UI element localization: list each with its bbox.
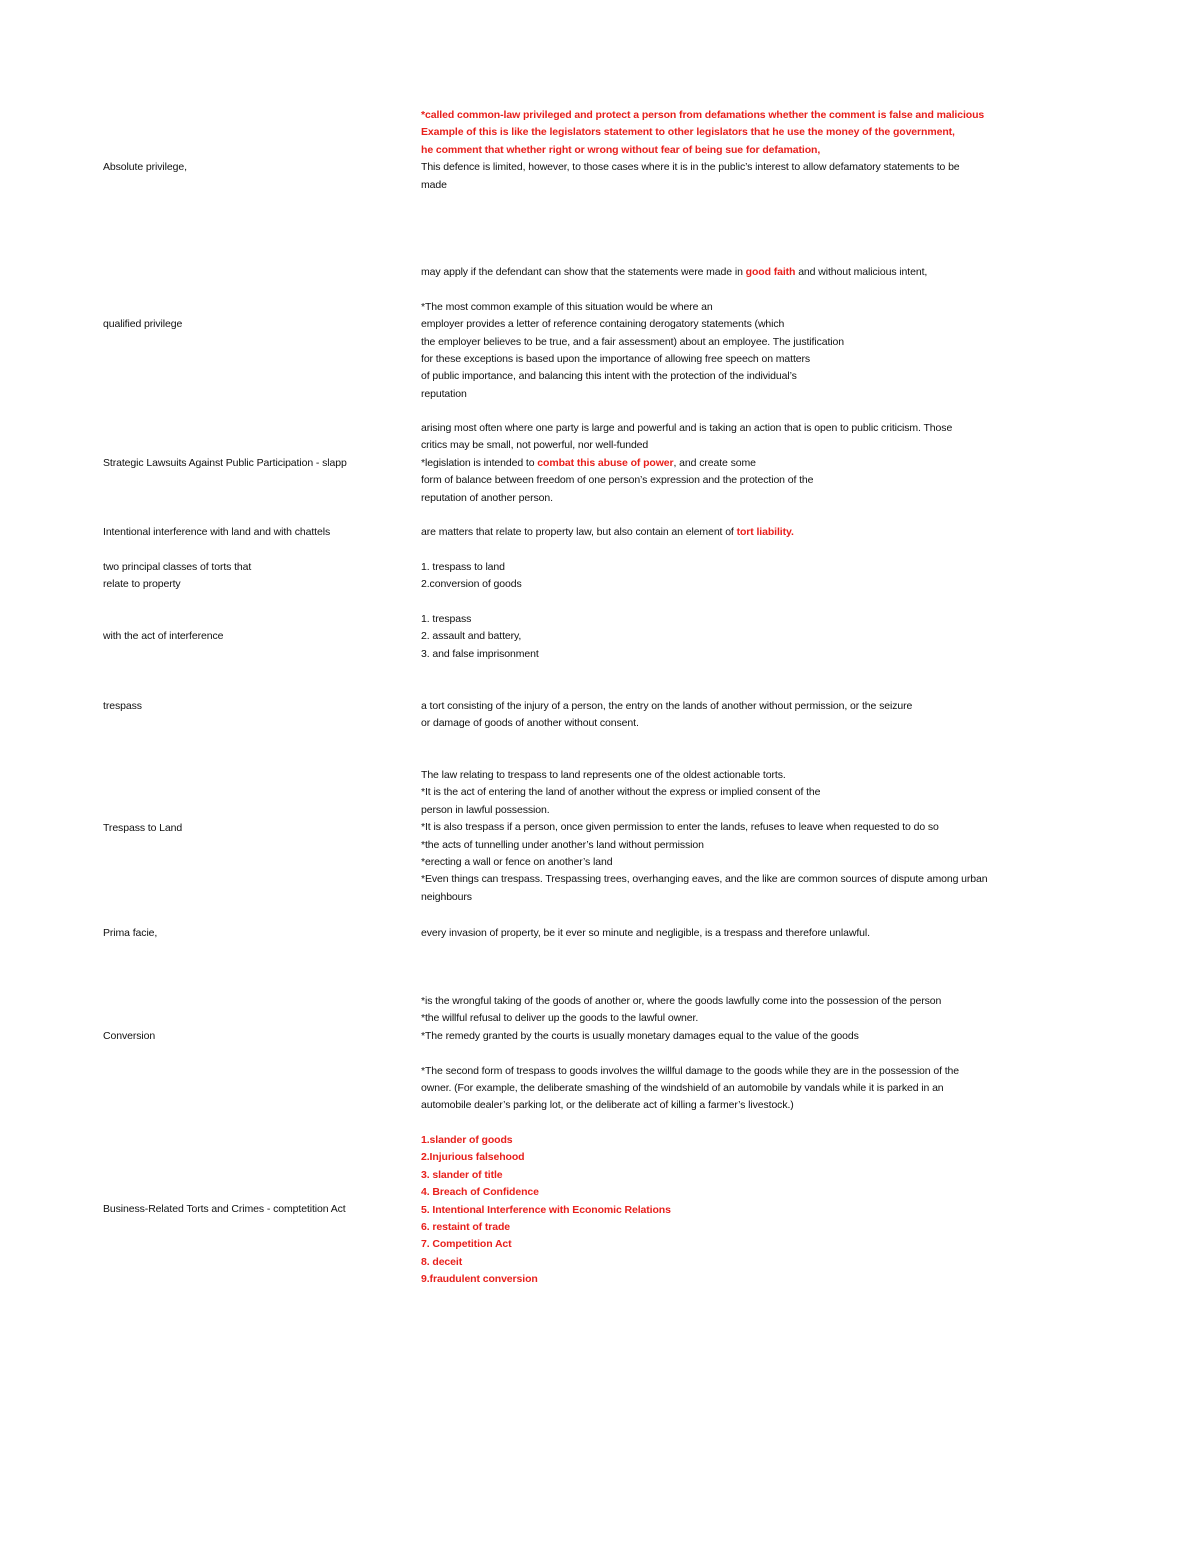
definition-prima-facie (421, 925, 1101, 942)
definition-line: every invasion of property, be it ever so minute and negligible, is a trespass and therefore unlawful. (421, 927, 870, 939)
list-item: 6. restaint of trade (421, 1221, 511, 1234)
definition-line: the employer believes to be true, and a fair assessment) about an employee. The justification (421, 335, 845, 348)
definition-line: or damage of goods of another without consent. (421, 717, 639, 730)
term-business-related-torts: Business-Related Torts and Crimes - comptetition Act (103, 1203, 346, 1215)
definition-line: The law relating to trespass to land represents one of the oldest actionable torts. (421, 769, 786, 781)
definition-line: reputation of another person. (421, 491, 553, 504)
list-item: 1. trespass to land (421, 561, 505, 573)
definition-line: *called common-law privileged and protect a person from defamations whether the comment is false and malicious (421, 109, 985, 121)
definition-line: form of balance between freedom of one person’s expression and the protection of the (421, 474, 814, 487)
definition-line: may apply if the defendant can show that the statements were made in good faith and without malicious intent, (421, 266, 928, 278)
term-two-principal-classes: two principal classes of torts that relate to property (103, 561, 252, 591)
definition-line: for these exceptions is based upon the importance of allowing free speech on matters (421, 353, 811, 366)
term-slapp: Strategic Lawsuits Against Public Participation - slapp (103, 457, 347, 469)
definition-line: critics may be small, not powerful, nor well-funded (421, 439, 649, 452)
list-item: 8. deceit (421, 1255, 463, 1268)
definition-line: *It is the act of entering the land of another without the express or implied consent of the (421, 786, 821, 799)
list-item: 9.fraudulent conversion (421, 1273, 538, 1286)
list-item: 2. assault and battery, (421, 630, 522, 643)
definition-qualified-privilege (421, 264, 1101, 403)
definition-act-of-interference (421, 611, 1101, 663)
definition-absolute-privilege (421, 107, 1101, 194)
term-absolute-privilege: Absolute privilege, (103, 161, 187, 173)
term-intentional-interference: Intentional interference with land and with chattels (103, 526, 331, 538)
definition-intentional-interference (421, 524, 1101, 541)
list-item: 3. and false imprisonment (421, 647, 539, 660)
definition-line: *the willful refusal to deliver up the goods to the lawful owner. (421, 1012, 699, 1025)
term-trespass-to-land: Trespass to Land (103, 822, 183, 834)
definition-business-related-torts (421, 1132, 1101, 1289)
list-item: 1. trespass (421, 613, 472, 625)
definition-line: arising most often where one party is large and powerful and is taking an action that is open to public criticism. Those (421, 422, 953, 434)
definition-line: neighbours (421, 890, 472, 903)
definition-line: *the acts of tunnelling under another’s land without permission (421, 838, 704, 851)
term-act-of-interference: with the act of interference (103, 630, 224, 642)
term-trespass: trespass (103, 700, 142, 712)
definition-trespass-to-land (421, 767, 1101, 906)
definition-line: *is the wrongful taking of the goods of another or, where the goods lawfully come into the possession of the person (421, 995, 942, 1007)
blank-line (421, 281, 1101, 298)
definition-line: *The most common example of this situation would be where an (421, 300, 713, 313)
list-item: 5. Intentional Interference with Economic Relations (421, 1203, 671, 1216)
term-prima-facie: Prima facie, (103, 927, 158, 939)
definition-line: *legislation is intended to combat this abuse of power, and create some (421, 456, 756, 469)
list-item: 2.Injurious falsehood (421, 1151, 525, 1164)
definition-line: *It is also trespass if a person, once given permission to enter the lands, refuses to leave when requested to do so (421, 821, 939, 834)
definition-conversion (421, 993, 1101, 1115)
definition-line: of public importance, and balancing this intent with the protection of the individual’s (421, 370, 797, 383)
definition-line: *erecting a wall or fence on another’s land (421, 856, 613, 869)
definition-line: employer provides a letter of reference containing derogatory statements (which (421, 318, 785, 331)
list-item: 2.conversion of goods (421, 578, 522, 591)
term-conversion: Conversion (103, 1030, 156, 1042)
highlight-combat-abuse: combat this abuse of power (537, 456, 674, 469)
definition-line: This defence is limited, however, to those cases where it is in the public’s interest to allow defamatory statements to be (421, 161, 960, 174)
definition-line: are matters that relate to property law, but also contain an element of tort liability. (421, 526, 794, 538)
definition-line: made (421, 178, 447, 191)
highlight-tort-liability: tort liability. (736, 526, 794, 538)
definition-line: reputation (421, 387, 467, 400)
term-qualified-privilege: qualified privilege (103, 318, 183, 330)
definition-line: *Even things can trespass. Trespassing trees, overhanging eaves, and the like are common sources of dispute among urban (421, 873, 988, 886)
list-item: 4. Breach of Confidence (421, 1186, 539, 1199)
definition-trespass (421, 698, 1101, 733)
list-item: 7. Competition Act (421, 1238, 512, 1251)
definition-line: *The remedy granted by the courts is usually monetary damages equal to the value of the goods (421, 1029, 859, 1042)
blank-line (421, 1045, 1101, 1062)
definition-two-principal-classes (421, 559, 1101, 594)
definition-slapp (421, 420, 1101, 507)
definition-line: *The second form of trespass to goods involves the willful damage to the goods while they are in the possession of the (421, 1064, 960, 1077)
definition-line: Example of this is like the legislators statement to other legislators that he use the money of the government, (421, 126, 955, 139)
list-item: 1.slander of goods (421, 1134, 513, 1146)
highlight-good-faith: good faith (745, 266, 796, 278)
list-item: 3. slander of title (421, 1168, 503, 1181)
definition-line: person in lawful possession. (421, 803, 550, 816)
definition-line: he comment that whether right or wrong without fear of being sue for defamation, (421, 143, 821, 156)
definition-line: a tort consisting of the injury of a person, the entry on the lands of another without permission, or the seizure (421, 700, 913, 712)
definition-line: owner. (For example, the deliberate smashing of the windshield of an automobile by vandals while it is parked in an (421, 1082, 944, 1095)
definition-line: automobile dealer’s parking lot, or the deliberate act of killing a farmer’s livestock.) (421, 1099, 794, 1112)
